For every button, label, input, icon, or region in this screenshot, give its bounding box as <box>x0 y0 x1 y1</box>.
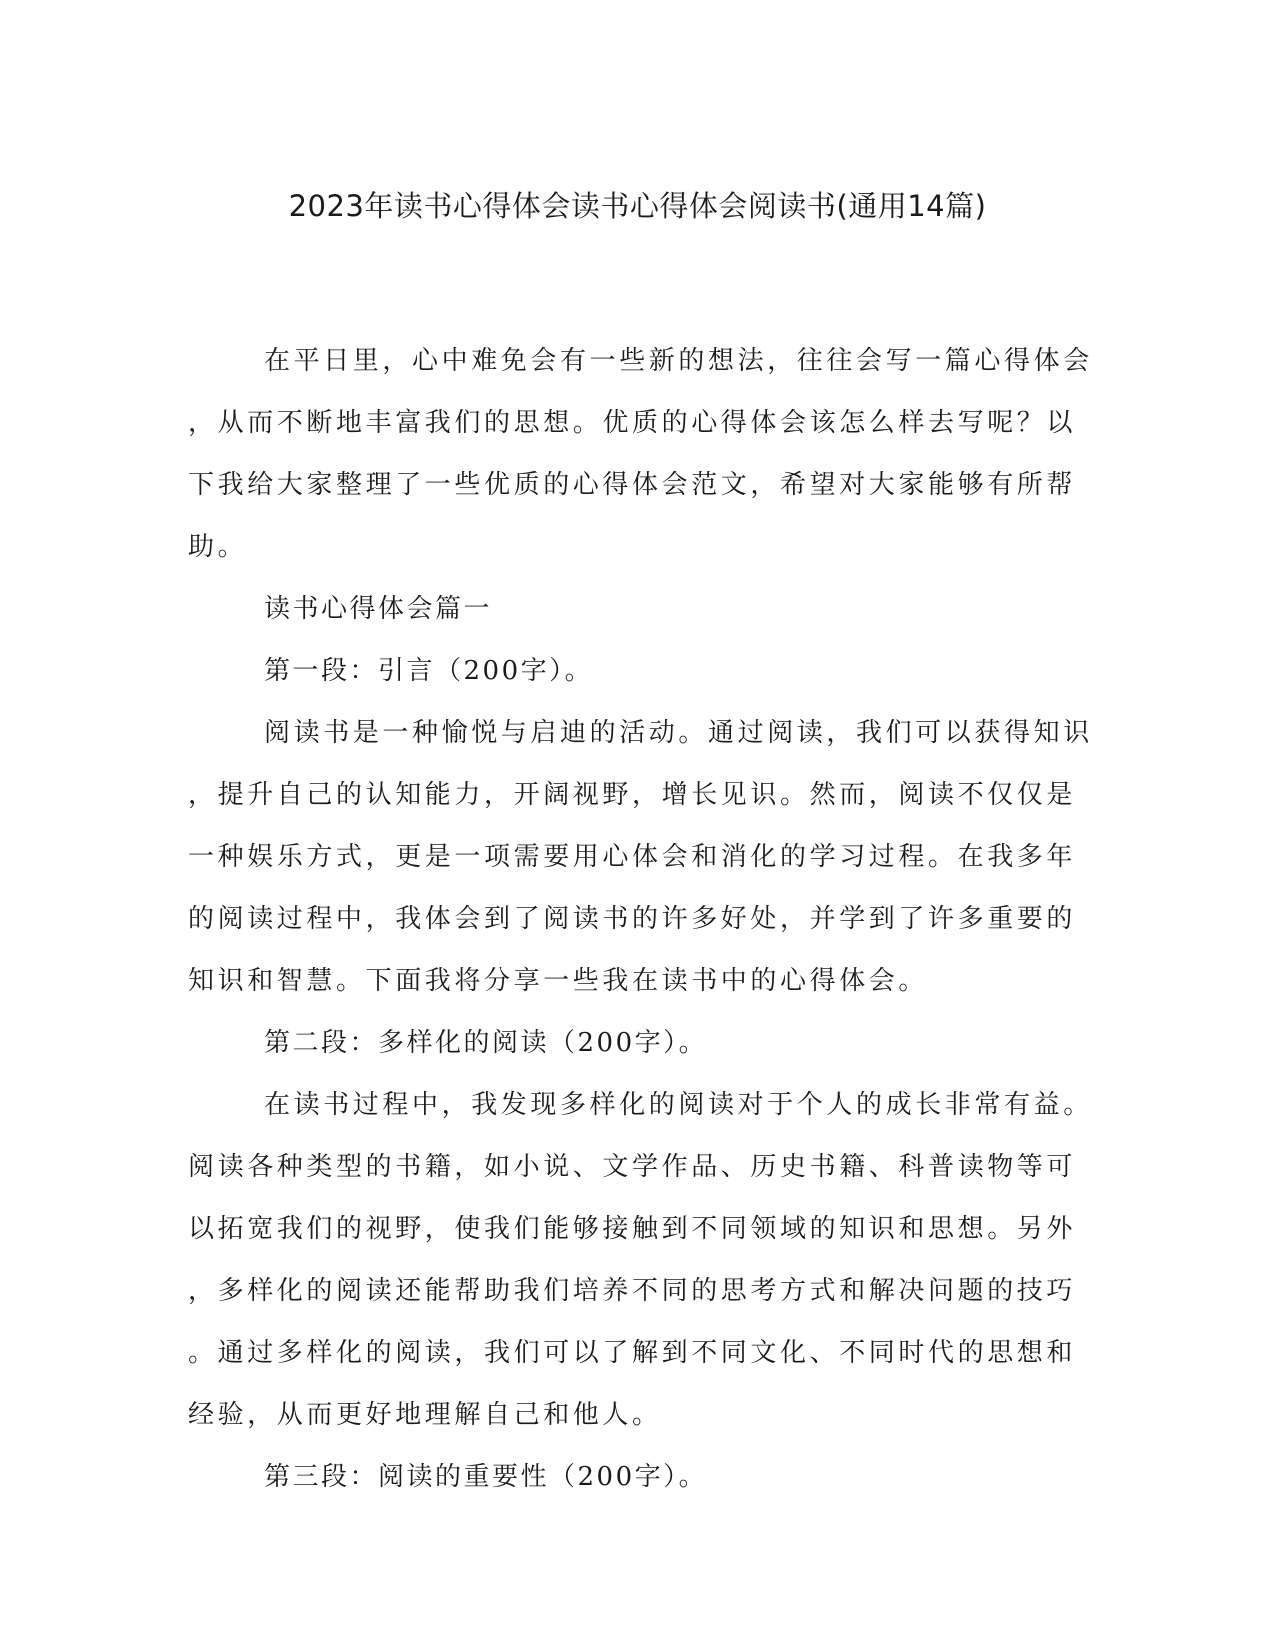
paragraph-line: 以拓宽我们的视野，使我们能够接触到不同领域的知识和思想。另外 <box>188 1214 1077 1244</box>
paragraph-line: ，从而不断地丰富我们的思想。优质的心得体会该怎么样去写呢？以 <box>188 408 1077 438</box>
paragraph-line: 阅读书是一种愉悦与启迪的活动。通过阅读，我们可以获得知识 <box>264 718 1093 748</box>
section-heading: 第二段：多样化的阅读（200字）。 <box>264 1028 708 1058</box>
document-title: 2023年读书心得体会读书心得体会阅读书(通用14篇) <box>288 189 987 223</box>
paragraph-line: 在读书过程中，我发现多样化的阅读对于个人的成长非常有益。 <box>264 1090 1093 1120</box>
paragraph-line: 知识和智慧。下面我将分享一些我在读书中的心得体会。 <box>188 966 929 996</box>
paragraph-line: 。通过多样化的阅读，我们可以了解到不同文化、不同时代的思想和 <box>188 1338 1077 1368</box>
document-body <box>188 330 1093 1508</box>
section-heading: 第三段：阅读的重要性（200字）。 <box>264 1462 708 1492</box>
paragraph-line: ，提升自己的认知能力，开阔视野，增长见识。然而，阅读不仅仅是 <box>188 780 1077 810</box>
paragraph-line: 经验，从而更好地理解自己和他人。 <box>188 1400 662 1430</box>
paragraph-line: 的阅读过程中，我体会到了阅读书的许多好处，并学到了许多重要的 <box>188 904 1077 934</box>
paragraph-line: 助。 <box>188 532 248 562</box>
paragraph-line: 在平日里，心中难免会有一些新的想法，往往会写一篇心得体会 <box>264 346 1093 376</box>
section-heading: 读书心得体会篇一 <box>264 594 493 624</box>
paragraph-line: 阅读各种类型的书籍，如小说、文学作品、历史书籍、科普读物等可 <box>188 1152 1077 1182</box>
paragraph-line: 下我给大家整理了一些优质的心得体会范文，希望对大家能够有所帮 <box>188 470 1077 500</box>
section-heading: 第一段：引言（200字）。 <box>264 656 594 686</box>
paragraph-line: 一种娱乐方式，更是一项需要用心体会和消化的学习过程。在我多年 <box>188 842 1077 872</box>
paragraph-line: ，多样化的阅读还能帮助我们培养不同的思考方式和解决问题的技巧 <box>188 1276 1077 1306</box>
